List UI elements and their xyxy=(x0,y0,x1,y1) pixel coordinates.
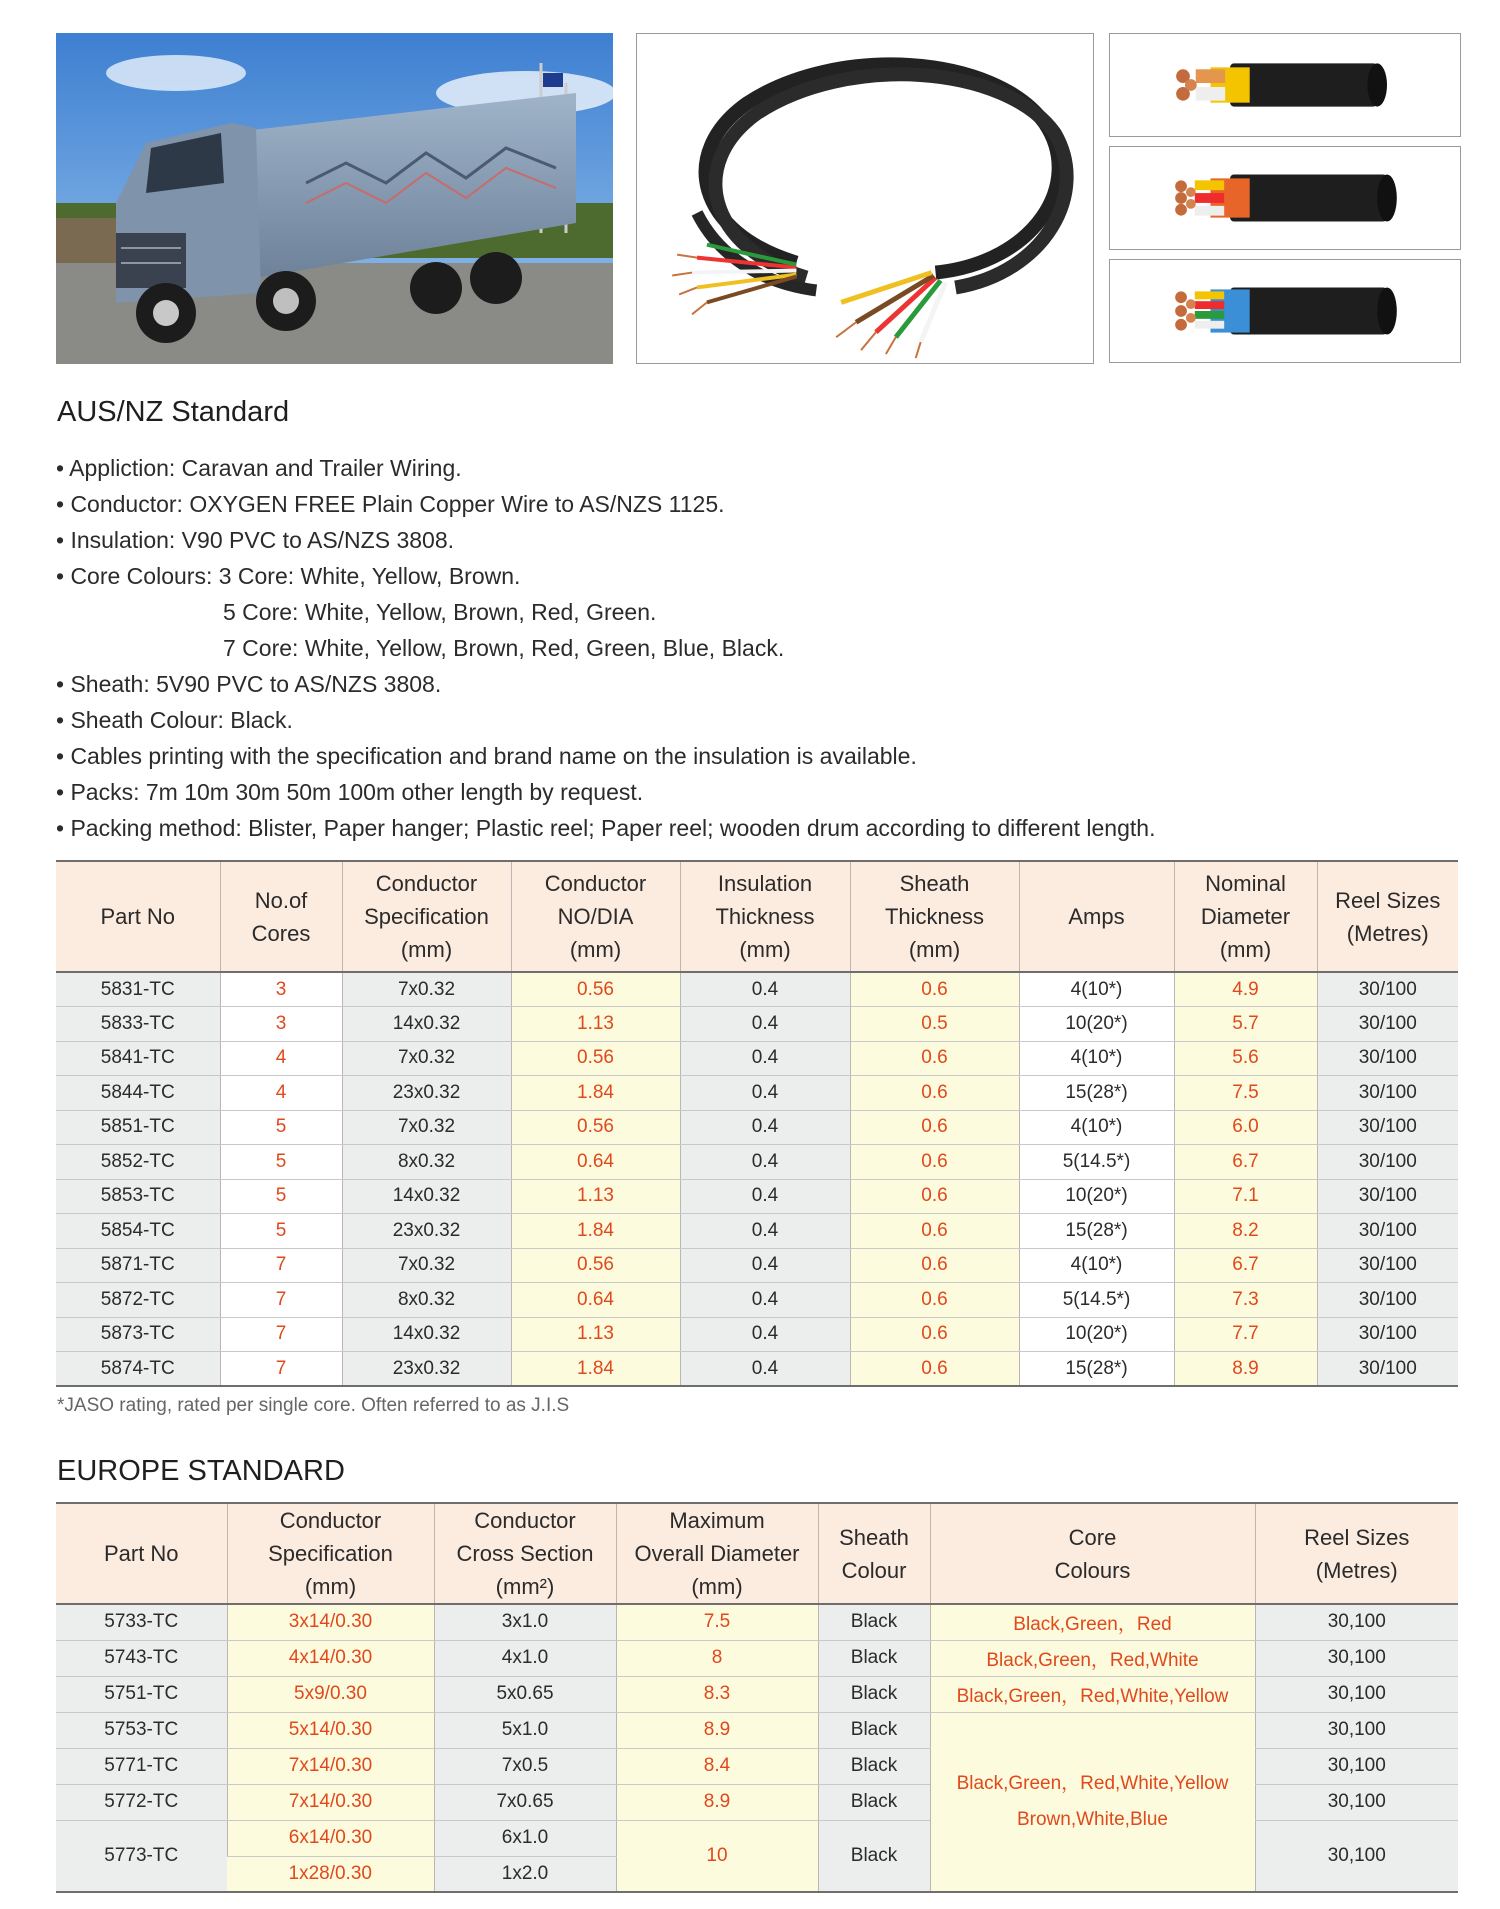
table-cell: 7x0.65 xyxy=(434,1784,616,1820)
column-header xyxy=(342,861,511,972)
table-cell: 14x0.32 xyxy=(342,1317,511,1352)
table-cell: 30/100 xyxy=(1317,1283,1458,1318)
table-cell: 0.4 xyxy=(680,1110,850,1145)
column-header-line: (Metres) xyxy=(1346,920,1429,946)
column-header-line: (mm) xyxy=(400,937,453,962)
column-header-line: Part No xyxy=(103,1541,179,1566)
table-row xyxy=(56,1676,1458,1712)
seven-core-cross-section xyxy=(1109,259,1461,363)
spec-bullet: • Insulation: V90 PVC to AS/NZS 3808. xyxy=(56,527,454,553)
core-colours-line: Black,Green，Red,White,Yellow xyxy=(956,1772,1229,1794)
table-cell: 5833-TC xyxy=(56,1007,220,1042)
table-cell: 30,100 xyxy=(1255,1640,1458,1676)
column-header-line: (mm) xyxy=(908,937,961,962)
table-cell: 7x0.32 xyxy=(342,1110,511,1145)
table-cell: 5853-TC xyxy=(56,1179,220,1214)
multicore-cable-photo xyxy=(636,33,1094,364)
table-cell: 1.13 xyxy=(511,1179,680,1214)
table-cell: 0.4 xyxy=(680,1007,850,1042)
three-core-cross-section xyxy=(1109,33,1461,137)
table-cell: 30/100 xyxy=(1317,1179,1458,1214)
table-cell: 30,100 xyxy=(1255,1676,1458,1712)
table-cell: 7x0.32 xyxy=(342,1248,511,1283)
table-cell: 0.56 xyxy=(511,1110,680,1145)
table-cell: 0.6 xyxy=(850,1283,1019,1318)
table-cell: 14x0.32 xyxy=(342,1179,511,1214)
column-header-line: Part No xyxy=(100,904,176,929)
table-cell: 7 xyxy=(220,1248,342,1283)
table-cell: 0.4 xyxy=(680,972,850,1007)
table-cell: 5(14.5*) xyxy=(1019,1145,1174,1180)
aus-spec-table xyxy=(56,860,1458,1387)
column-header-line: Overall Diameter xyxy=(634,1541,800,1566)
table-cell: 5751-TC xyxy=(56,1676,227,1712)
table-cell: 0.6 xyxy=(850,1352,1019,1387)
table-cell: 5 xyxy=(220,1179,342,1214)
table-cell: 6x14/0.30 xyxy=(227,1820,434,1856)
table-cell: 23x0.32 xyxy=(342,1076,511,1111)
table-cell: Black,Green，Red xyxy=(930,1604,1255,1640)
column-header-line: Amps xyxy=(1068,904,1125,929)
table-cell: 1.84 xyxy=(511,1352,680,1387)
column-header-line: NO/DIA xyxy=(557,904,634,929)
table-row xyxy=(56,1179,1458,1214)
table-cell: 4 xyxy=(220,1076,342,1111)
spec-bullet: • Appliction: Caravan and Trailer Wiring. xyxy=(56,455,462,481)
column-header-line: (mm) xyxy=(569,937,622,962)
table-cell: 30/100 xyxy=(1317,1110,1458,1145)
table-cell: 6.0 xyxy=(1174,1110,1317,1145)
table-cell: 5(14.5*) xyxy=(1019,1283,1174,1318)
table-cell: 30/100 xyxy=(1317,1145,1458,1180)
table-cell: 1x2.0 xyxy=(434,1856,616,1892)
table-cell: 5x0.65 xyxy=(434,1676,616,1712)
column-header xyxy=(56,861,220,972)
table-cell: 5831-TC xyxy=(56,972,220,1007)
table-cell: 5773-TC xyxy=(56,1820,227,1892)
column-header-line: Conductor xyxy=(474,1508,576,1533)
spec-bullet: • Cables printing with the specification and brand name on the insulation is available. xyxy=(56,743,917,769)
table-cell: 1x28/0.30 xyxy=(227,1856,434,1892)
column-header-line: Specification xyxy=(364,904,489,929)
table-cell: 1.84 xyxy=(511,1214,680,1249)
column-header-line: Colours xyxy=(1054,1557,1131,1583)
table-cell: 7.5 xyxy=(1174,1076,1317,1111)
merged-core-colours xyxy=(930,1712,1255,1892)
table-cell: Black xyxy=(818,1712,930,1748)
table-cell: 4(10*) xyxy=(1019,1041,1174,1076)
table-cell: 1.13 xyxy=(511,1317,680,1352)
table-cell: Black,Green，Red,White,Yellow xyxy=(930,1676,1255,1712)
table-cell: 0.6 xyxy=(850,1076,1019,1111)
table-cell: 0.64 xyxy=(511,1145,680,1180)
spec-bullet: • Core Colours: 3 Core: White, Yellow, Brown. xyxy=(56,563,521,589)
table-row xyxy=(56,1317,1458,1352)
table-cell: 0.5 xyxy=(850,1007,1019,1042)
table-cell: 3 xyxy=(220,1007,342,1042)
table-cell: 5854-TC xyxy=(56,1214,220,1249)
spec-bullet: 7 Core: White, Yellow, Brown, Red, Green, Blue, Black. xyxy=(223,635,785,661)
table-cell: 8.9 xyxy=(616,1784,818,1820)
jaso-footnote: *JASO rating, rated per single core. Often referred to as J.I.S xyxy=(57,1395,570,1416)
spec-bullet: • Conductor: OXYGEN FREE Plain Copper Wire to AS/NZS 1125. xyxy=(56,491,725,517)
column-header xyxy=(930,1503,1255,1604)
table-cell: 7 xyxy=(220,1283,342,1318)
table-cell: 0.4 xyxy=(680,1214,850,1249)
table-cell: 8x0.32 xyxy=(342,1283,511,1318)
table-cell: 5772-TC xyxy=(56,1784,227,1820)
table-cell: 0.56 xyxy=(511,1248,680,1283)
table-row xyxy=(56,1214,1458,1249)
table-cell: 5871-TC xyxy=(56,1248,220,1283)
table-cell: 0.6 xyxy=(850,1214,1019,1249)
table-cell: 7.5 xyxy=(616,1604,818,1640)
table-cell: 0.6 xyxy=(850,1179,1019,1214)
table-cell: 4(10*) xyxy=(1019,972,1174,1007)
column-header-line: Core xyxy=(1068,1524,1117,1550)
table-cell: 5.6 xyxy=(1174,1041,1317,1076)
column-header-line: No.of xyxy=(254,887,308,913)
table-cell: 7x14/0.30 xyxy=(227,1748,434,1784)
table-cell: 15(28*) xyxy=(1019,1214,1174,1249)
table-cell: 5x1.0 xyxy=(434,1712,616,1748)
table-cell: 30,100 xyxy=(1255,1748,1458,1784)
column-header-line: Reel Sizes xyxy=(1335,887,1441,913)
column-header xyxy=(616,1503,818,1604)
table-cell: 6.7 xyxy=(1174,1248,1317,1283)
table-cell: 0.56 xyxy=(511,1041,680,1076)
column-header-line: Cores xyxy=(251,920,311,946)
eu-section-title: EUROPE STANDARD xyxy=(57,1455,345,1487)
table-cell: 7.1 xyxy=(1174,1179,1317,1214)
table-cell: 0.6 xyxy=(850,1317,1019,1352)
table-cell: 5 xyxy=(220,1110,342,1145)
column-header xyxy=(850,861,1019,972)
table-cell: 5851-TC xyxy=(56,1110,220,1145)
table-cell: 0.6 xyxy=(850,1145,1019,1180)
table-cell: Black xyxy=(818,1784,930,1820)
spec-bullet: • Sheath: 5V90 PVC to AS/NZS 3808. xyxy=(56,671,442,697)
table-cell: 4(10*) xyxy=(1019,1248,1174,1283)
table-row xyxy=(56,1041,1458,1076)
table-cell: Black xyxy=(818,1820,930,1892)
table-row xyxy=(56,1604,1458,1640)
core-colours-line: Brown,White,Blue xyxy=(1016,1808,1168,1830)
table-cell: 0.64 xyxy=(511,1283,680,1318)
column-header xyxy=(1174,861,1317,972)
aus-table-header xyxy=(56,861,1458,972)
column-header-line: Nominal xyxy=(1205,871,1286,896)
table-row xyxy=(56,1283,1458,1318)
table-cell: 5844-TC xyxy=(56,1076,220,1111)
table-cell: 8.9 xyxy=(616,1712,818,1748)
table-cell: 5873-TC xyxy=(56,1317,220,1352)
column-header xyxy=(434,1503,616,1604)
column-header-line: (mm) xyxy=(1219,937,1272,962)
table-row xyxy=(56,1145,1458,1180)
table-cell: 7.7 xyxy=(1174,1317,1317,1352)
column-header xyxy=(56,1503,227,1604)
five-core-cross-section xyxy=(1109,146,1461,250)
spec-bullet: • Packs: 7m 10m 30m 50m 100m other length by request. xyxy=(56,779,644,805)
table-cell: 7x0.5 xyxy=(434,1748,616,1784)
table-cell: 0.4 xyxy=(680,1317,850,1352)
table-cell: 4.9 xyxy=(1174,972,1317,1007)
table-row xyxy=(56,972,1458,1007)
table-cell: 5852-TC xyxy=(56,1145,220,1180)
table-cell: 0.6 xyxy=(850,1041,1019,1076)
table-cell: 7x14/0.30 xyxy=(227,1784,434,1820)
table-cell: 30/100 xyxy=(1317,1352,1458,1387)
table-cell: 5 xyxy=(220,1145,342,1180)
table-cell: 5874-TC xyxy=(56,1352,220,1387)
table-cell: 7x0.32 xyxy=(342,972,511,1007)
table-cell: 4(10*) xyxy=(1019,1110,1174,1145)
column-header xyxy=(680,861,850,972)
table-cell: 8.2 xyxy=(1174,1214,1317,1249)
table-cell: Black,Green，Red,White xyxy=(930,1640,1255,1676)
column-header-line: Thickness xyxy=(884,904,985,929)
column-header-line: (Metres) xyxy=(1315,1557,1398,1583)
column-header-line: (mm²) xyxy=(495,1574,555,1599)
column-header-line: Conductor xyxy=(544,871,647,896)
table-cell: 8.4 xyxy=(616,1748,818,1784)
aus-section-title: AUS/NZ Standard xyxy=(57,396,290,428)
table-cell: 7 xyxy=(220,1352,342,1387)
truck-photo xyxy=(56,33,613,364)
table-cell: 0.56 xyxy=(511,972,680,1007)
table-cell: 5 xyxy=(220,1214,342,1249)
table-cell: 10(20*) xyxy=(1019,1179,1174,1214)
spec-bullet: • Packing method: Blister, Paper hanger; Plastic reel; Paper reel; wooden drum according to different length. xyxy=(56,815,1156,841)
table-cell: 23x0.32 xyxy=(342,1352,511,1387)
column-header xyxy=(1317,861,1458,972)
table-cell: 0.4 xyxy=(680,1283,850,1318)
column-header-line: Thickness xyxy=(715,904,815,929)
column-header-line: (mm) xyxy=(739,937,791,962)
table-cell: 5x14/0.30 xyxy=(227,1712,434,1748)
table-row xyxy=(56,1640,1458,1676)
table-cell: 5771-TC xyxy=(56,1748,227,1784)
table-row xyxy=(56,1248,1458,1283)
table-cell: 0.4 xyxy=(680,1179,850,1214)
table-cell: 30,100 xyxy=(1255,1604,1458,1640)
table-cell: 5x9/0.30 xyxy=(227,1676,434,1712)
spec-bullet: 5 Core: White, Yellow, Brown, Red, Green. xyxy=(223,599,657,625)
table-cell: 15(28*) xyxy=(1019,1352,1174,1387)
table-cell: 7x0.32 xyxy=(342,1041,511,1076)
column-header xyxy=(818,1503,930,1604)
table-cell: 1.84 xyxy=(511,1076,680,1111)
table-cell: 30,100 xyxy=(1255,1820,1458,1892)
table-cell: Black xyxy=(818,1640,930,1676)
table-row xyxy=(56,1007,1458,1042)
column-header-line: Cross Section xyxy=(456,1541,594,1566)
table-row xyxy=(56,1076,1458,1111)
table-cell: Black xyxy=(818,1676,930,1712)
column-header-line: Maximum xyxy=(669,1508,765,1533)
table-cell: 5733-TC xyxy=(56,1604,227,1640)
table-cell: 4x14/0.30 xyxy=(227,1640,434,1676)
table-row xyxy=(56,1712,1458,1748)
column-header-line: (mm) xyxy=(304,1574,357,1599)
table-cell: 10(20*) xyxy=(1019,1007,1174,1042)
table-cell: 30,100 xyxy=(1255,1784,1458,1820)
table-cell: 10 xyxy=(616,1820,818,1892)
column-header-line: Reel Sizes xyxy=(1304,1524,1410,1550)
table-cell: Black xyxy=(818,1748,930,1784)
column-header-line: Sheath xyxy=(899,871,970,896)
table-cell: 5872-TC xyxy=(56,1283,220,1318)
table-cell: 30/100 xyxy=(1317,1317,1458,1352)
table-cell: 0.4 xyxy=(680,1076,850,1111)
table-cell: 8x0.32 xyxy=(342,1145,511,1180)
table-cell: 15(28*) xyxy=(1019,1076,1174,1111)
table-cell: 3 xyxy=(220,972,342,1007)
eu-spec-table xyxy=(56,1502,1458,1893)
table-cell: 30/100 xyxy=(1317,1041,1458,1076)
table-cell: 30/100 xyxy=(1317,972,1458,1007)
eu-table-header xyxy=(56,1503,1458,1604)
table-cell: 4x1.0 xyxy=(434,1640,616,1676)
table-cell: 7.3 xyxy=(1174,1283,1317,1318)
table-cell: 0.4 xyxy=(680,1248,850,1283)
table-cell: 1.13 xyxy=(511,1007,680,1042)
table-row xyxy=(56,1110,1458,1145)
table-cell: 30/100 xyxy=(1317,1007,1458,1042)
table-cell: 30/100 xyxy=(1317,1248,1458,1283)
table-cell: 14x0.32 xyxy=(342,1007,511,1042)
table-cell: 30/100 xyxy=(1317,1076,1458,1111)
table-row xyxy=(56,1352,1458,1387)
column-header-line: Diameter xyxy=(1200,904,1291,929)
column-header xyxy=(227,1503,434,1604)
spec-bullet: • Sheath Colour: Black. xyxy=(56,707,293,733)
table-cell: 0.4 xyxy=(680,1041,850,1076)
table-cell: 8.9 xyxy=(1174,1352,1317,1387)
table-cell: 3x14/0.30 xyxy=(227,1604,434,1640)
column-header-line: (mm) xyxy=(691,1574,743,1599)
table-cell: 5.7 xyxy=(1174,1007,1317,1042)
table-cell: 30/100 xyxy=(1317,1214,1458,1249)
column-header-line: Sheath xyxy=(839,1524,909,1550)
column-header xyxy=(220,861,342,972)
column-header xyxy=(1019,861,1174,972)
table-cell: 5743-TC xyxy=(56,1640,227,1676)
column-header-line: Conductor xyxy=(279,1508,382,1533)
table-cell: 6.7 xyxy=(1174,1145,1317,1180)
column-header-line: Colour xyxy=(841,1557,907,1583)
table-cell: 4 xyxy=(220,1041,342,1076)
column-header-line: Specification xyxy=(268,1541,393,1566)
table-cell: 5753-TC xyxy=(56,1712,227,1748)
table-cell: 0.6 xyxy=(850,1110,1019,1145)
table-cell: 23x0.32 xyxy=(342,1214,511,1249)
column-header-line: Insulation xyxy=(717,871,813,896)
table-cell: 30,100 xyxy=(1255,1712,1458,1748)
table-cell: 8 xyxy=(616,1640,818,1676)
column-header xyxy=(511,861,680,972)
table-cell: 7 xyxy=(220,1317,342,1352)
table-cell: 0.4 xyxy=(680,1145,850,1180)
table-cell: 0.6 xyxy=(850,972,1019,1007)
table-cell: 0.6 xyxy=(850,1248,1019,1283)
table-cell: 8.3 xyxy=(616,1676,818,1712)
table-cell: 3x1.0 xyxy=(434,1604,616,1640)
table-cell: 10(20*) xyxy=(1019,1317,1174,1352)
column-header-line: Conductor xyxy=(375,871,478,896)
table-cell: Black xyxy=(818,1604,930,1640)
table-cell: 6x1.0 xyxy=(434,1820,616,1856)
table-cell: 0.4 xyxy=(680,1352,850,1387)
spec-list xyxy=(56,450,1155,846)
table-cell: 5841-TC xyxy=(56,1041,220,1076)
column-header xyxy=(1255,1503,1458,1604)
